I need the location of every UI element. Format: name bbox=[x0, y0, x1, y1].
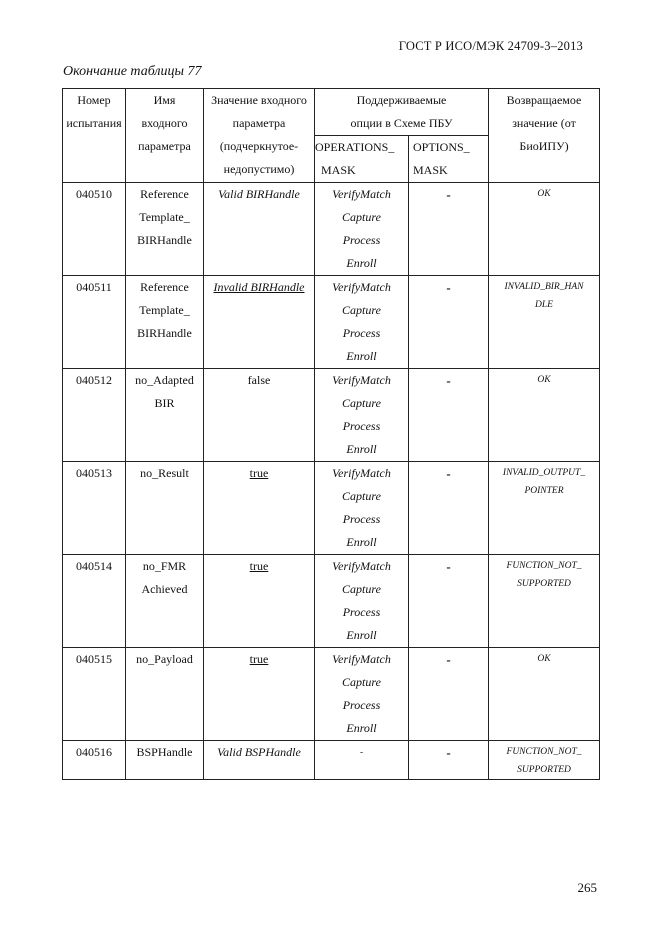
param-name-cell: no_Payload bbox=[126, 648, 204, 741]
table-row bbox=[63, 741, 600, 780]
return-value-cell: INVALID_OUTPUT_ POINTER bbox=[489, 462, 600, 555]
operations-mask-cell: VerifyMatch Capture Process Enroll bbox=[315, 276, 409, 369]
return-value-cell: OK bbox=[489, 648, 600, 741]
page-number: 265 bbox=[577, 880, 597, 895]
param-name-cell: no_FMR Achieved bbox=[126, 555, 204, 648]
options-mask-cell: - bbox=[409, 741, 489, 780]
table-row bbox=[63, 648, 600, 741]
options-mask-cell: - bbox=[409, 555, 489, 648]
header-return-value: Возвращаемое значение (от БиоИПУ) bbox=[489, 89, 600, 183]
param-name-cell: BSPHandle bbox=[126, 741, 204, 780]
test-number-cell: 040513 bbox=[63, 462, 126, 555]
table-row bbox=[63, 462, 600, 555]
header-row-1 bbox=[63, 89, 600, 136]
param-name-cell: no_Result bbox=[126, 462, 204, 555]
table-caption: Окончание таблицы 77 bbox=[63, 64, 202, 79]
table-row bbox=[63, 183, 600, 276]
operations-mask-cell: VerifyMatch Capture Process Enroll bbox=[315, 462, 409, 555]
param-value-cell: Invalid BIRHandle bbox=[204, 276, 315, 369]
header-test-number: Номер испытания bbox=[63, 89, 126, 183]
options-mask-cell: - bbox=[409, 369, 489, 462]
header-supported-options: Поддерживаемые опции в Схеме ПБУ bbox=[315, 89, 489, 136]
operations-mask-cell: VerifyMatch Capture Process Enroll bbox=[315, 369, 409, 462]
return-value-cell: OK bbox=[489, 369, 600, 462]
operations-mask-cell: VerifyMatch Capture Process Enroll bbox=[315, 183, 409, 276]
return-value-cell: INVALID_BIR_HAN DLE bbox=[489, 276, 600, 369]
options-mask-cell: - bbox=[409, 183, 489, 276]
header-param-name: Имя входного параметра bbox=[126, 89, 204, 183]
operations-mask-cell: VerifyMatch Capture Process Enroll bbox=[315, 555, 409, 648]
table-row bbox=[63, 369, 600, 462]
param-value-cell: false bbox=[204, 369, 315, 462]
table-row bbox=[63, 276, 600, 369]
test-number-cell: 040515 bbox=[63, 648, 126, 741]
param-value-cell: Valid BIRHandle bbox=[204, 183, 315, 276]
param-name-cell: Reference Template_ BIRHandle bbox=[126, 276, 204, 369]
options-mask-cell: - bbox=[409, 648, 489, 741]
test-number-cell: 040516 bbox=[63, 741, 126, 780]
return-value-cell: OK bbox=[489, 183, 600, 276]
document-header: ГОСТ Р ИСО/МЭК 24709-3–2013 bbox=[398, 39, 583, 53]
test-number-cell: 040512 bbox=[63, 369, 126, 462]
header-options-mask: OPTIONS_ MASK bbox=[409, 136, 489, 183]
return-value-cell: FUNCTION_NOT_ SUPPORTED bbox=[489, 741, 600, 780]
param-value-cell: true bbox=[204, 555, 315, 648]
return-value-cell: FUNCTION_NOT_ SUPPORTED bbox=[489, 555, 600, 648]
param-value-cell: Valid BSPHandle bbox=[204, 741, 315, 780]
param-value-cell: true bbox=[204, 462, 315, 555]
param-value-cell: true bbox=[204, 648, 315, 741]
header-operations-mask: OPERATIONS_ MASK bbox=[315, 136, 409, 183]
operations-mask-cell: - bbox=[315, 741, 409, 780]
options-mask-cell: - bbox=[409, 276, 489, 369]
operations-mask-cell: VerifyMatch Capture Process Enroll bbox=[315, 648, 409, 741]
param-name-cell: no_Adapted BIR bbox=[126, 369, 204, 462]
test-number-cell: 040511 bbox=[63, 276, 126, 369]
options-mask-cell: - bbox=[409, 462, 489, 555]
table-row bbox=[63, 555, 600, 648]
test-number-cell: 040510 bbox=[63, 183, 126, 276]
header-param-value: Значение входного параметра (подчеркнутое- недопустимо) bbox=[204, 89, 315, 183]
param-name-cell: Reference Template_ BIRHandle bbox=[126, 183, 204, 276]
test-table bbox=[62, 88, 600, 780]
test-number-cell: 040514 bbox=[63, 555, 126, 648]
